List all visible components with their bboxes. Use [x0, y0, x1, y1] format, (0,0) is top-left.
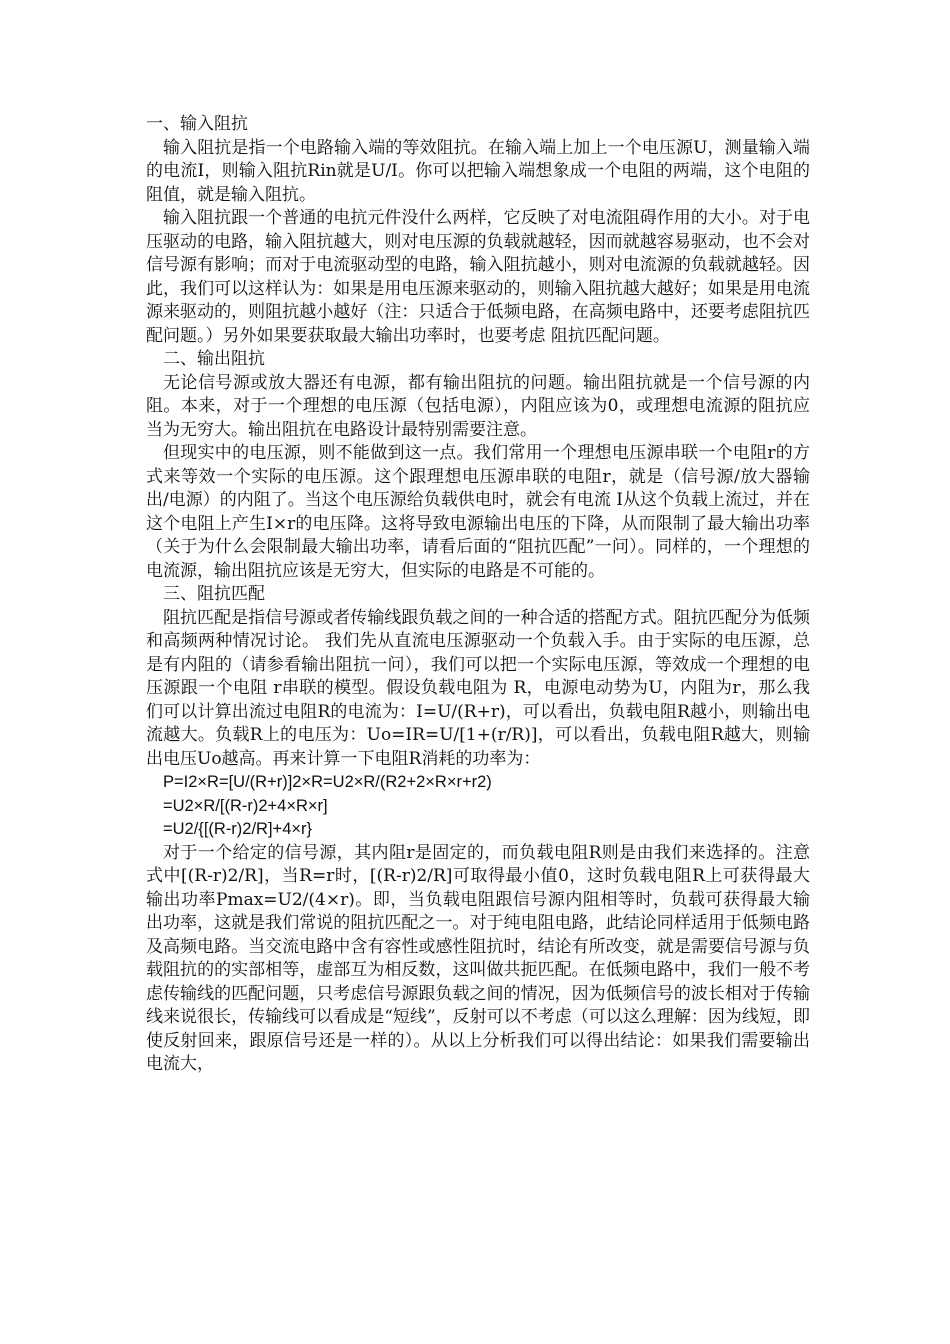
section-heading-input-impedance: 一、输入阻抗 — [146, 114, 248, 134]
paragraph: 对于一个给定的信号源，其内阻r是固定的，而负载电阻R则是由我们来选择的。注意式中[(R-r)2/R]，当R=r时，[(R-r)2/R]可取得最小值0，这时负载电阻R上可获得最大输出功率Pmax=U2/(4×r)。即，当负载电阻跟信号源内阻相等时，负载可获得最大输出功率，这就是我们常说的阻抗匹配之一。对于纯电阻电路，此结论同样适用于低频电路及高频电路。当交流电路中含有容性或感性阻抗时，结论有所改变，就是需要信号源与负载阻抗的的实部相等，虚部互为相反数，这叫做共扼匹配。在低频电路中，我们一般不考虑传输线的匹配问题，只考虑信号源跟负载之间的情况，因为低频信号的波长相对于传输线来说很长，传输线可以看成是“短线”，反射可以不考虑（可以这么理解：因为线短，即使反射回来，跟原信号还是一样的）。从以上分析我们可以得出结论：如果我们需要输出电流大， — [146, 842, 810, 1074]
formula-line: =U2×R/[(R-r)2+4×R×r] — [163, 796, 328, 815]
paragraph: 但现实中的电压源，则不能做到这一点。我们常用一个理想电压源串联一个电阻r的方式来等效一个实际的电压源。这个跟理想电压源串联的电阻r，就是（信号源/放大器输出/电源）的内阻了。当这个电压源给负载供电时，就会有电流 I从这个负载上流过，并在这个电阻上产生I×r的电压降。这将导致电源输出电压的下降，从而限制了最大输出功率（关于为什么会限制最大输出功率，请看后面的“阻抗匹配”一问）。同样的，一个理想的电流源，输出阻抗应该是无穷大，但实际的电路是不可能的。 — [146, 443, 810, 581]
paragraph: 阻抗匹配是指信号源或者传输线跟负载之间的一种合适的搭配方式。阻抗匹配分为低频和高频两种情况讨论。 我们先从直流电压源驱动一个负载入手。由于实际的电压源，总是有内阻的（请参看输出阻抗一问），我们可以把一个实际电压源，等效成一个理想的电压源跟一个电阻 r串联的模型。假设负载电阻为 R，电源电动势为U，内阻为r，那么我们可以计算出流过电阻R的电流为：I=U/(R+r)，可以看出，负载电阻R越小，则输出电流越大。负载R上的电压为：Uo=IR=U/[1+(r/R)]，可以看出，负载电阻R越大，则输出电压Uo越高。再来计算一下电阻R消耗的功率为： — [146, 607, 810, 769]
paragraph: 输入阻抗跟一个普通的电抗元件没什么两样，它反映了对电流阻碍作用的大小。对于电压驱动的电路，输入阻抗越大，则对电压源的负载就越轻，因而就越容易驱动，也不会对信号源有影响；而对于电流驱动型的电路，输入阻抗越小，则对电流源的负载就越轻。因此，我们可以这样认为：如果是用电压源来驱动的，则输入阻抗越大越好；如果是用电流源来驱动的，则阻抗越小越好（注：只适合于低频电路，在高频电路中，还要考虑阻抗匹配问题。）另外如果要获取最大输出功率时，也要考虑 阻抗匹配问题。 — [146, 208, 810, 346]
document-body — [146, 113, 810, 1077]
formula-line: P=I2×R=[U/(R+r)]2×R=U2×R/(R2+2×R×r+r2) — [163, 773, 492, 791]
formula-line: =U2/{[(R-r)2/R]+4×r} — [163, 820, 313, 838]
paragraph: 无论信号源或放大器还有电源，都有输出阻抗的问题。输出阻抗就是一个信号源的内阻。本来，对于一个理想的电压源（包括电源），内阻应该为0，或理想电流源的阻抗应当为无穷大。输出阻抗在电路设计最特别需要注意。 — [146, 372, 810, 440]
section-heading-output-impedance: 二、输出阻抗 — [163, 349, 265, 369]
paragraph: 输入阻抗是指一个电路输入端的等效阻抗。在输入端上加上一个电压源U，测量输入端的电流I，则输入阻抗Rin就是U/I。你可以把输入端想象成一个电阻的两端，这个电阻的阻值，就是输入阻抗。 — [146, 137, 810, 205]
section-heading-impedance-matching: 三、阻抗匹配 — [163, 584, 265, 604]
